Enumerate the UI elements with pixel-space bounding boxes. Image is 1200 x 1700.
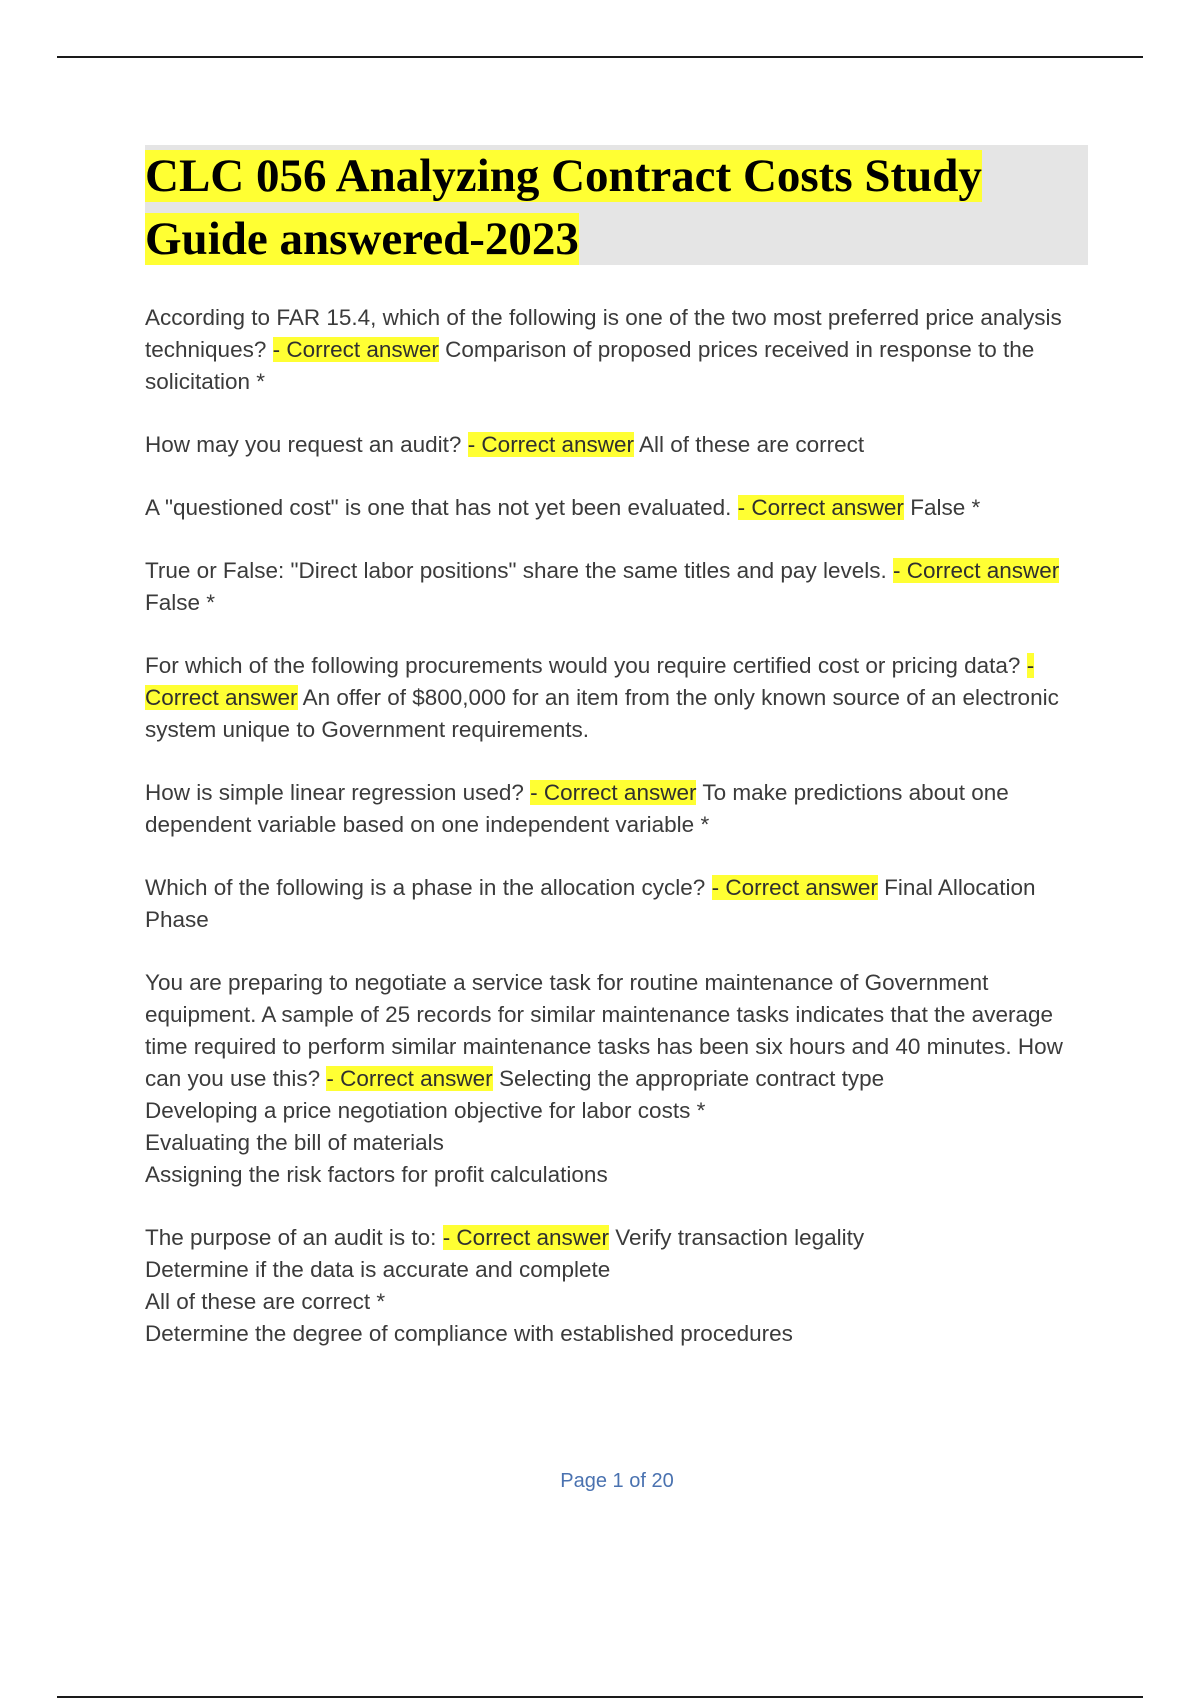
answer-text: False * xyxy=(910,495,981,520)
answer-text: False * xyxy=(145,590,216,615)
answer-text: An offer of $800,000 for an item from the only known source of an electronic system unique to Government requirements. xyxy=(145,685,1059,742)
title-line-1: CLC 056 Analyzing Contract Costs Study xyxy=(145,150,982,202)
correct-answer-marker: - Correct answer xyxy=(737,495,904,520)
answer-text: Final Allocation Phase xyxy=(145,875,1036,932)
question-text: You are preparing to negotiate a service task for routine maintenance of Government equipment. A sample of 25 records for similar maintenance tasks indicates that the average time required to perform similar maintenance tasks has been six hours and 40 minutes. How can you use this? xyxy=(145,970,1063,1091)
question-text: For which of the following procurements would you require certified cost or pricing data? xyxy=(145,653,1027,678)
question-text: Which of the following is a phase in the allocation cycle? xyxy=(145,875,712,900)
qa-item xyxy=(145,777,1090,841)
question-text: The purpose of an audit is to: xyxy=(145,1225,443,1250)
correct-answer-marker: - Correct answer xyxy=(711,875,878,900)
answer-text: All of these are correct xyxy=(639,432,865,457)
page-number: Page 1 of 20 xyxy=(560,1470,674,1492)
title-block xyxy=(145,145,1088,265)
correct-answer-marker: - Correct answer xyxy=(326,1066,493,1091)
header-rule xyxy=(57,56,1143,58)
correct-answer-marker: - Correct answer xyxy=(467,432,634,457)
correct-answer-marker: - Correct answer xyxy=(145,653,1035,710)
answer-option: All of these are correct * xyxy=(145,1289,386,1314)
answer-text: Selecting the appropriate contract type xyxy=(498,1066,885,1091)
qa-list xyxy=(145,302,1090,1381)
answer-option: Determine if the data is accurate and complete xyxy=(145,1257,611,1282)
qa-item xyxy=(145,967,1090,1191)
answer-option: Developing a price negotiation objective for labor costs * xyxy=(145,1098,706,1123)
document-title xyxy=(145,145,1088,271)
answer-text: To make predictions about one dependent variable based on one independent variable * xyxy=(145,780,1009,837)
qa-item xyxy=(145,650,1090,746)
question-text: True or False: "Direct labor positions" share the same titles and pay levels. xyxy=(145,558,893,583)
title-line-2: Guide answered-2023 xyxy=(145,213,579,265)
question-text: A "questioned cost" is one that has not yet been evaluated. xyxy=(145,495,738,520)
question-text: According to FAR 15.4, which of the following is one of the two most preferred price analysis techniques? xyxy=(145,305,1062,362)
correct-answer-marker: - Correct answer xyxy=(530,780,697,805)
qa-item xyxy=(145,429,1090,461)
qa-item xyxy=(145,1222,1090,1350)
answer-text: Verify transaction legality xyxy=(615,1225,865,1250)
correct-answer-marker: - Correct answer xyxy=(892,558,1060,583)
question-text: How is simple linear regression used? xyxy=(145,780,531,805)
qa-item xyxy=(145,302,1090,398)
question-text: How may you request an audit? xyxy=(145,432,468,457)
qa-item xyxy=(145,872,1090,936)
answer-option: Determine the degree of compliance with established procedures xyxy=(145,1321,793,1346)
footer-rule xyxy=(57,1696,1143,1698)
correct-answer-marker: - Correct answer xyxy=(442,1225,609,1250)
qa-item xyxy=(145,555,1090,619)
qa-item xyxy=(145,492,1090,524)
answer-option: Assigning the risk factors for profit calculations xyxy=(145,1162,608,1187)
answer-text: Comparison of proposed prices received in response to the solicitation * xyxy=(145,337,1035,394)
answer-option: Evaluating the bill of materials xyxy=(145,1130,444,1155)
correct-answer-marker: - Correct answer xyxy=(272,337,439,362)
